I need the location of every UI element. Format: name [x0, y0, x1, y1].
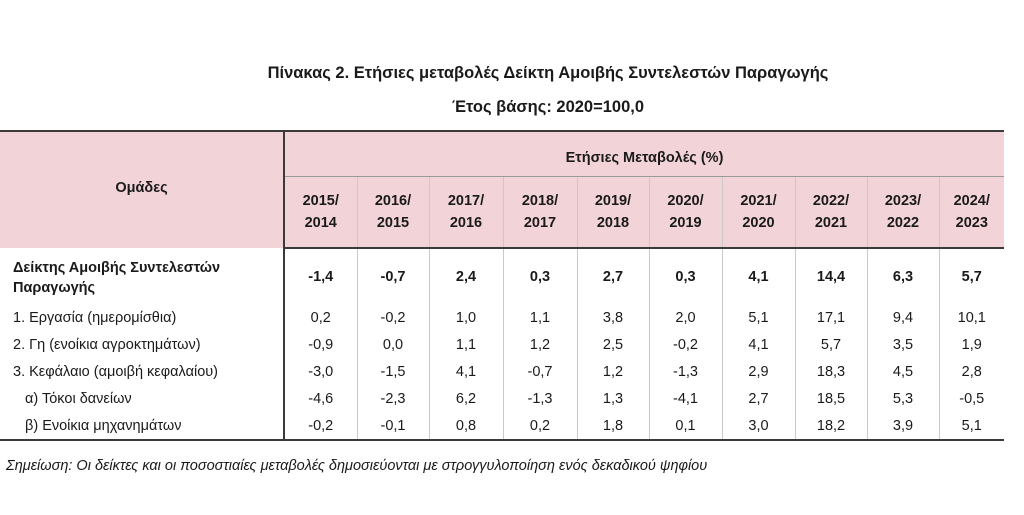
year-header-line: 2018/ [521, 193, 559, 209]
value-cell: 4,1 [722, 331, 795, 358]
row-label: Δείκτης Αμοιβής Συντελεστών Παραγωγής [0, 248, 284, 304]
value-cell: -1,4 [284, 248, 357, 304]
value-cell: -0,1 [357, 412, 429, 440]
value-cell: 1,0 [429, 304, 503, 331]
value-cell: 2,7 [722, 385, 795, 412]
year-header-line: 2022/ [812, 193, 850, 209]
table-row [0, 412, 1004, 440]
value-cell: 5,3 [867, 385, 939, 412]
value-cell: 18,5 [795, 385, 867, 412]
value-cell: 0,1 [649, 412, 722, 440]
year-header-line: 2022 [886, 215, 920, 231]
year-header-line: 2021 [814, 215, 848, 231]
value-cell: -1,3 [503, 385, 577, 412]
table-row [0, 304, 1004, 331]
value-cell: 9,4 [867, 304, 939, 331]
year-header-line: 2016/ [374, 193, 412, 209]
value-cell: 0,3 [649, 248, 722, 304]
value-cell: 5,1 [939, 412, 1004, 440]
year-header-line: 2019/ [594, 193, 632, 209]
value-cell: -2,3 [357, 385, 429, 412]
value-cell: -0,2 [649, 331, 722, 358]
row-label: α) Τόκοι δανείων [0, 385, 284, 412]
value-cell: -0,5 [959, 390, 985, 407]
year-header-line: 2024/ [953, 193, 990, 209]
value-cell: 4,1 [722, 248, 795, 304]
value-cell: -0,2 [357, 304, 429, 331]
year-header [503, 177, 577, 249]
value-cell: 18,3 [795, 358, 867, 385]
table-row [0, 358, 1004, 385]
year-header-line: 2020/ [667, 193, 704, 209]
value-cell: 0,3 [503, 248, 577, 304]
annual-changes-header: Ετήσιες Μεταβολές (%) [284, 131, 1004, 177]
value-cell: 1,2 [503, 331, 577, 358]
value-cell: -0,2 [284, 412, 357, 440]
row-label: 3. Κεφάλαιο (αμοιβή κεφαλαίου) [0, 358, 284, 385]
value-cell: 17,1 [795, 304, 867, 331]
year-header-line: 2018 [596, 215, 630, 231]
row-label: 1. Εργασία (ημερομίσθια) [0, 304, 284, 331]
value-cell: 14,4 [795, 248, 867, 304]
value-cell: -0,9 [284, 331, 357, 358]
value-cell: 6,3 [867, 248, 939, 304]
value-cell: 5,1 [722, 304, 795, 331]
table-row [0, 248, 1004, 304]
year-header [429, 177, 503, 249]
value-cell: 5,7 [961, 268, 982, 285]
value-cell: -3,0 [284, 358, 357, 385]
value-cell: 4,5 [867, 358, 939, 385]
value-cell: -4,1 [649, 385, 722, 412]
year-header-line: 2023 [955, 215, 988, 231]
value-cell: 2,0 [649, 304, 722, 331]
value-cell: 1,1 [429, 331, 503, 358]
table-row [0, 331, 1004, 358]
value-cell: 5,7 [795, 331, 867, 358]
value-cell: 1,2 [577, 358, 649, 385]
year-header-line: 2017/ [447, 193, 485, 209]
year-header [795, 177, 867, 249]
table-title: Πίνακας 2. Ετήσιες μεταβολές Δείκτη Αμοιβής Συντελεστών Παραγωγής [267, 64, 829, 82]
value-cell: 2,7 [577, 248, 649, 304]
year-header [649, 177, 722, 249]
year-header-line: 2015/ [302, 193, 339, 209]
year-header-line: 2016 [449, 215, 483, 231]
value-cell: 4,1 [429, 358, 503, 385]
year-header [722, 177, 795, 249]
value-cell: 1,1 [503, 304, 577, 331]
row-label: 2. Γη (ενοίκια αγροκτημάτων) [0, 331, 284, 358]
value-cell: -1,5 [357, 358, 429, 385]
value-cell: 3,5 [867, 331, 939, 358]
year-header-line: 2020 [742, 215, 775, 231]
year-header-line: 2015 [376, 215, 410, 231]
value-cell: 0,2 [284, 304, 357, 331]
value-cell: 3,8 [577, 304, 649, 331]
year-header [867, 177, 939, 249]
year-header-line: 2023/ [884, 193, 922, 209]
value-cell: 10,1 [957, 309, 986, 326]
value-cell: -4,6 [284, 385, 357, 412]
groups-header: Ομάδες [0, 131, 284, 248]
value-cell: 2,8 [961, 363, 982, 380]
value-cell: 3,0 [722, 412, 795, 440]
value-cell: 1,3 [577, 385, 649, 412]
value-cell: -0,7 [503, 358, 577, 385]
year-header [939, 177, 1004, 249]
value-cell: 0,8 [429, 412, 503, 440]
value-cell: 0,2 [503, 412, 577, 440]
year-header-line: 2014 [304, 215, 337, 231]
year-header [577, 177, 649, 249]
value-cell: 2,9 [722, 358, 795, 385]
table-row [0, 385, 1004, 412]
year-header [357, 177, 429, 249]
value-cell: 2,4 [429, 248, 503, 304]
year-header [284, 177, 357, 249]
value-cell: -1,3 [649, 358, 722, 385]
value-cell: 1,9 [961, 336, 982, 353]
value-cell: 3,9 [867, 412, 939, 440]
year-header-line: 2019 [669, 215, 702, 231]
table-subtitle: Έτος βάσης: 2020=100,0 [451, 98, 645, 116]
value-cell: 18,2 [795, 412, 867, 440]
year-header-line: 2017 [523, 215, 557, 231]
year-header-line: 2021/ [740, 193, 777, 209]
value-cell: 2,5 [577, 331, 649, 358]
value-cell: 1,8 [577, 412, 649, 440]
row-label: β) Ενοίκια μηχανημάτων [0, 412, 284, 440]
value-cell: 6,2 [429, 385, 503, 412]
footnote: Σημείωση: Οι δείκτες και οι ποσοστιαίες μεταβολές δημοσιεύονται με στρογγυλοποίηση ενός δεκαδικού ψηφίου [6, 458, 708, 474]
index-changes-table [0, 130, 1004, 441]
value-cell: -0,7 [357, 248, 429, 304]
value-cell: 0,0 [357, 331, 429, 358]
